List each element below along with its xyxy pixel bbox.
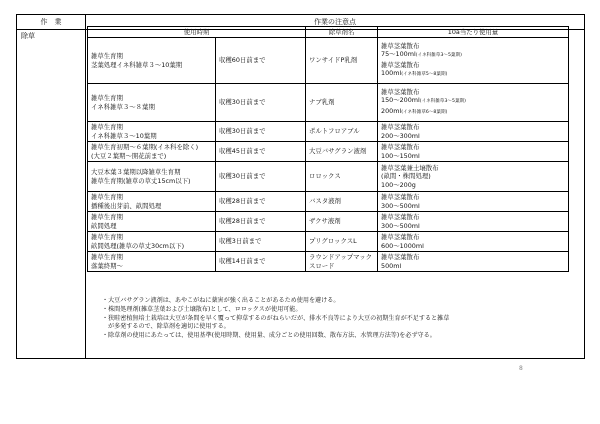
amount-line (381, 202, 565, 210)
amount-cell (378, 122, 569, 142)
amount-text: 雑草茎葉散布 (381, 253, 420, 262)
amount-text: 75〜100ml (381, 50, 416, 59)
herbicide-cell: ロロックス (306, 162, 378, 192)
amount-text: 500ml (381, 261, 402, 270)
note-item: ・大豆バサグラン液剤は、あやこがねに薬害が強く出ることがあるため使用を避ける。 (102, 297, 340, 304)
header-timing: 使用時期 (88, 27, 306, 38)
amount-line (381, 193, 565, 201)
amount-cell (378, 232, 569, 252)
amount-cell (378, 38, 569, 84)
timing-cell: 収穫14日前まで (216, 252, 306, 272)
column-divider (85, 15, 86, 358)
herbicide-cell: ナブ乳剤 (306, 84, 378, 122)
task-label: 除草 (21, 32, 35, 40)
table-row (88, 192, 569, 212)
amount-cell (378, 142, 569, 162)
amount-text: 雑草茎葉散布 (381, 233, 420, 242)
stage-line: 雑草生育期 (91, 193, 123, 202)
table-row (88, 162, 569, 192)
stage-line: 雑草生育期 (91, 52, 123, 61)
amount-text: 雑草茎葉兼土壌散布 (381, 163, 439, 172)
stage-line: (大豆２葉期〜開花前まで) (91, 151, 167, 160)
amount-text: 200ml (381, 106, 402, 115)
amount-line (381, 233, 565, 241)
amount-condition: (イネ科雑草6〜8葉期) (401, 109, 448, 115)
stage-line: 雑草生育期 (91, 253, 123, 262)
table-row (88, 38, 569, 84)
herbicide-cell: ポルトフロアブル (306, 122, 378, 142)
amount-text: 100〜150ml (381, 151, 420, 160)
amount-text: 200〜300ml (381, 131, 420, 140)
amount-text: (畝間・株間処理) (381, 172, 431, 181)
amount-line (381, 181, 565, 189)
amount-line (381, 253, 565, 261)
amount-text: 雑草茎葉散布 (381, 193, 420, 202)
herbicide-cell: 大豆バサグラン液剤 (306, 142, 378, 162)
timing-cell: 収穫60日前まで (216, 38, 306, 84)
amount-condition: (イネ科雑草5〜8葉期) (401, 71, 448, 77)
amount-text: 600〜1000ml (381, 241, 424, 250)
amount-line (381, 42, 565, 50)
page-number: 8 (519, 365, 523, 372)
notes-list (102, 297, 582, 341)
timing-cell: 収穫45日前まで (216, 142, 306, 162)
herbicide-cell: ザクサ液剤 (306, 212, 378, 232)
amount-line (381, 222, 565, 230)
amount-text: 150〜200ml (381, 96, 420, 105)
amount-condition: (イネ科雑草3〜5葉期) (415, 53, 462, 59)
stage-cell (88, 38, 216, 84)
header-amount: 10a当たり使用量 (378, 27, 569, 38)
task-column-header: 作 業 (40, 18, 62, 26)
note-item: ・株間処理剤(雑草茎葉および土壌散布)として、ロロックスが使用可能。 (102, 305, 302, 313)
stage-line: イネ科雑草３〜10葉期 (91, 131, 157, 140)
amount-line (381, 172, 565, 180)
timing-cell: 収穫30日前まで (216, 122, 306, 142)
herbicide-cell: ワンサイドP乳剤 (306, 38, 378, 84)
note-item: ・狭畦密植無培土栽培は大豆が条間を早く覆って抑草するのがねらいだが、排水不良等により大豆の初期生育が不足すると雑草 (102, 314, 450, 322)
amount-line (381, 50, 565, 60)
stage-line: 雑草生育期 (91, 94, 123, 103)
amount-line (381, 242, 565, 250)
amount-line (381, 107, 565, 117)
amount-line (381, 123, 565, 131)
amount-text: 雑草茎葉散布 (381, 87, 420, 96)
table-header-row (88, 27, 569, 38)
amount-line (381, 69, 565, 79)
stage-cell (88, 84, 216, 122)
stage-line: 雑草生育初期〜６葉期(イネ科を除く) (91, 143, 199, 152)
amount-cell (378, 212, 569, 232)
table-row (88, 212, 569, 232)
amount-text: 雑草茎葉散布 (381, 143, 420, 152)
table-row (88, 232, 569, 252)
timing-cell: 収穫30日前まで (216, 162, 306, 192)
note-item: が多発するので、除草剤を適切に使用する。 (108, 323, 230, 331)
stage-cell (88, 252, 216, 272)
header-herbicide: 除草剤名 (306, 27, 378, 38)
amount-text: 雑草茎葉散布 (381, 213, 420, 222)
amount-text: 300〜500ml (381, 221, 420, 230)
stage-line: 播種後出芽前、畝間処理 (91, 201, 162, 210)
timing-cell: 収穫28日前まで (216, 212, 306, 232)
herbicide-cell: バスタ液剤 (306, 192, 378, 212)
stage-line: 落葉終期〜 (91, 261, 123, 270)
table-row (88, 142, 569, 162)
amount-line (381, 143, 565, 151)
amount-text: 100ml (381, 68, 402, 77)
stage-cell (88, 192, 216, 212)
amount-line (381, 213, 565, 221)
amount-cell (378, 162, 569, 192)
stage-cell (88, 162, 216, 192)
table-row (88, 252, 569, 272)
stage-line: 大豆本葉３葉期以降雑草生育期 (91, 168, 181, 177)
table-row (88, 84, 569, 122)
stage-cell (88, 212, 216, 232)
stage-line: 雑草生育期 (91, 233, 123, 242)
amount-line (381, 96, 565, 106)
stage-line: 畝間処理(雑草の草丈30cm以下) (91, 241, 185, 250)
amount-condition: (イネ科雑草3〜5葉期) (419, 99, 466, 105)
stage-line: 雑草生育期 (91, 123, 123, 132)
amount-line (381, 61, 565, 69)
amount-line (381, 132, 565, 140)
amount-text: 100〜200g (381, 180, 416, 189)
stage-line: 畝間処理 (91, 221, 117, 230)
amount-text: 雑草茎葉散布 (381, 41, 420, 50)
timing-cell: 収穫30日前まで (216, 84, 306, 122)
timing-cell: 収穫28日前まで (216, 192, 306, 212)
amount-text: 300〜500ml (381, 201, 420, 210)
notes-column-header: 作業の注意点 (314, 18, 356, 26)
amount-cell (378, 252, 569, 272)
stage-line: 雑草生育期 (91, 213, 123, 222)
amount-text: 雑草茎葉散布 (381, 60, 420, 69)
herbicide-cell: プリグロックスL (306, 232, 378, 252)
stage-cell (88, 122, 216, 142)
note-item: ・除草剤の使用にあたっては、使用基準(使用時期、使用量、成分ごとの使用回数、散布方法、水管理方法等)を必ず守る。 (102, 332, 436, 340)
amount-text: 雑草茎葉散布 (381, 123, 420, 132)
stage-line: 雑草生育期(雑草の草丈15cm以下) (91, 176, 191, 185)
herbicide-table (87, 26, 569, 272)
amount-cell (378, 84, 569, 122)
timing-cell: 収穫3日前まで (216, 232, 306, 252)
amount-cell (378, 192, 569, 212)
table-row (88, 122, 569, 142)
amount-line (381, 152, 565, 160)
stage-cell (88, 232, 216, 252)
stage-line: 茎葉処理イネ科雑草３〜10葉期 (91, 60, 183, 69)
amount-line (381, 262, 565, 270)
stage-line: イネ科雑草３〜８葉期 (91, 102, 155, 111)
herbicide-cell: ラウンドアップマックスロード (306, 252, 378, 272)
stage-cell (88, 142, 216, 162)
amount-line (381, 88, 565, 96)
